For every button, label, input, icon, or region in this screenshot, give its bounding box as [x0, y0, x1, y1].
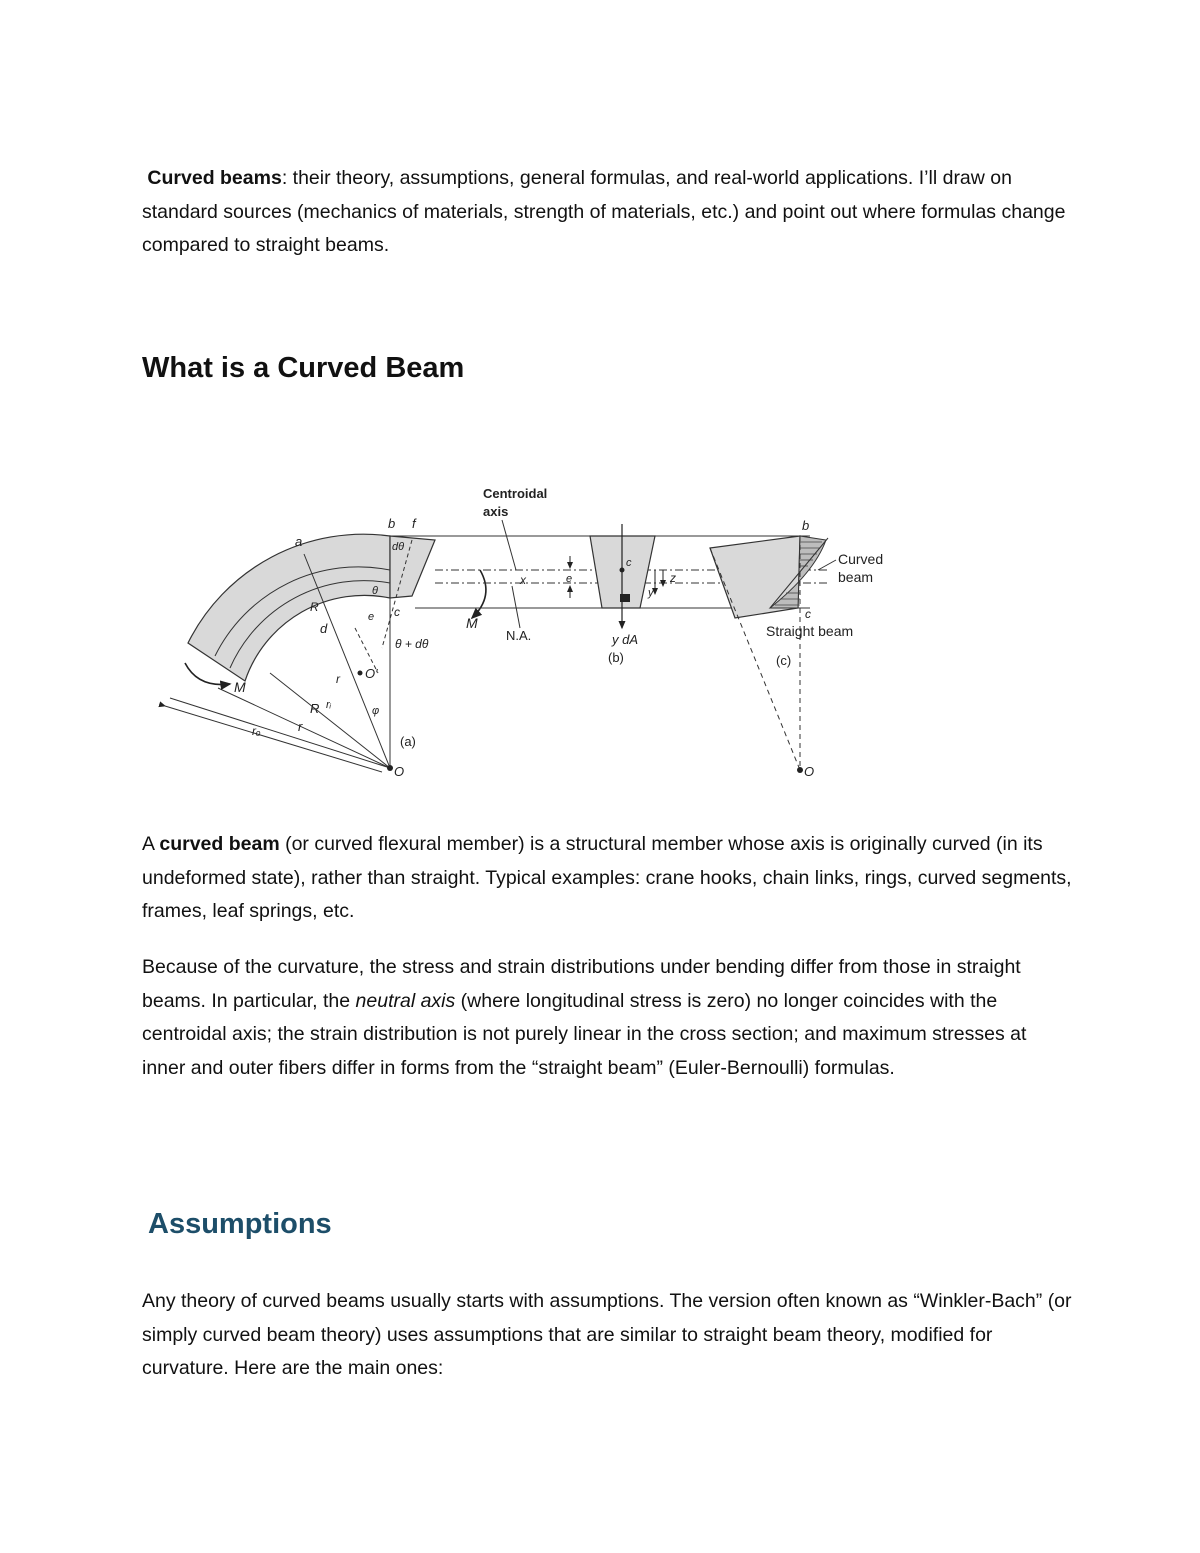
label-R-inner: R [310, 600, 319, 614]
label-na: N.A. [506, 628, 532, 643]
radius-line-o [170, 698, 390, 768]
label-straight-beam: Straight beam [766, 623, 854, 639]
label-M-right: M [466, 615, 478, 631]
label-beam: beam [838, 569, 874, 585]
curvature-paragraph [142, 951, 1072, 1085]
na-leader [512, 586, 520, 628]
label-a: a [295, 534, 303, 549]
definition-paragraph [142, 828, 1072, 929]
assumptions-paragraph: Any theory of curved beams usually starts with assumptions. The version often known as “Winkler-Bach” (or simply curved beam theory) uses assumptions that are similar to straight beam theory, modified for curvature. Here are the main ones: [142, 1290, 1072, 1379]
curved-beam-body [188, 534, 390, 681]
label-b-caption: (b) [608, 650, 624, 665]
label-o-c: O [804, 764, 815, 779]
label-oprime: O′ [365, 666, 378, 681]
dimension-ro [165, 706, 382, 772]
label-d: d [320, 621, 328, 636]
label-e: e [368, 611, 375, 623]
label-e-band: e [566, 573, 573, 585]
label-x: x [520, 573, 526, 587]
heading-assumptions: Assumptions [148, 1208, 332, 1240]
label-c-caption: (c) [776, 653, 792, 668]
heading-what-is-curved-beam: What is a Curved Beam [142, 352, 465, 384]
label-theta: θ [372, 585, 378, 597]
curved-beam-diagram [150, 478, 910, 788]
label-R: R [310, 701, 320, 716]
label-ri: rᵢ [326, 699, 332, 711]
label-c-b: c [626, 557, 632, 569]
moment-arrow-right [472, 570, 486, 618]
label-c-c: c [805, 607, 811, 621]
centroidal-leader [502, 520, 516, 570]
point-oprime [358, 671, 363, 676]
point-o [387, 765, 393, 771]
label-theta-dtheta: θ + dθ [395, 637, 429, 651]
label-curved: Curved [838, 551, 884, 567]
intro-bold-term: Curved beams [147, 167, 282, 189]
intro-text: : their theory, assumptions, general formulas, and real-world applications. I’ll draw on standard sources (mechanics of materials, strength of materials, etc.) and point out where formulas change compared to straight beams. [142, 167, 1066, 256]
label-phi: φ [372, 705, 380, 717]
label-c: c [394, 605, 400, 619]
label-ro: rₒ [252, 724, 261, 738]
label-b: b [388, 516, 396, 531]
label-o: O [394, 764, 405, 779]
label-ydA: y dA [612, 632, 639, 647]
label-dtheta: dθ [392, 541, 405, 553]
p2-italic-term: neutral axis [355, 989, 456, 1012]
curved-leader [818, 560, 836, 570]
label-y: y [648, 587, 654, 599]
label-f: f [412, 516, 416, 531]
label-b-c: b [802, 518, 810, 533]
label-r-upper: r [336, 672, 340, 686]
p1-bold-term: curved beam [159, 833, 280, 855]
label-r: r [298, 719, 303, 734]
p2-text: (where longitudinal stress is zero) no longer coincides with the centroidal axis; the strain distribution is not purely linear in the cross section; and maximum stresses at inner and outer fibers differ in forms from the “straight beam” (Euler-Bernoulli) formulas. [142, 989, 1027, 1079]
p2-pre: Because of the curvature, the stress and strain distributions under bending differ from those in straight beams. In particular, the [142, 956, 1021, 1012]
curved-beam-figure [150, 478, 910, 788]
intro-paragraph [142, 162, 1072, 263]
label-axis: axis [483, 504, 509, 519]
label-z: z [670, 571, 676, 585]
p1-text: (or curved flexural member) is a structural member whose axis is originally curved (in its undeformed state), rather than straight. Typical examples: crane hooks, chain links, rings, curved segments, frames, leaf springs, etc. [142, 833, 1072, 922]
label-M-left: M [234, 679, 246, 695]
label-centroidal: Centroidal [483, 486, 548, 501]
point-o-c [797, 767, 803, 773]
label-a-caption: (a) [400, 734, 416, 749]
p1-pre: A [142, 833, 160, 855]
